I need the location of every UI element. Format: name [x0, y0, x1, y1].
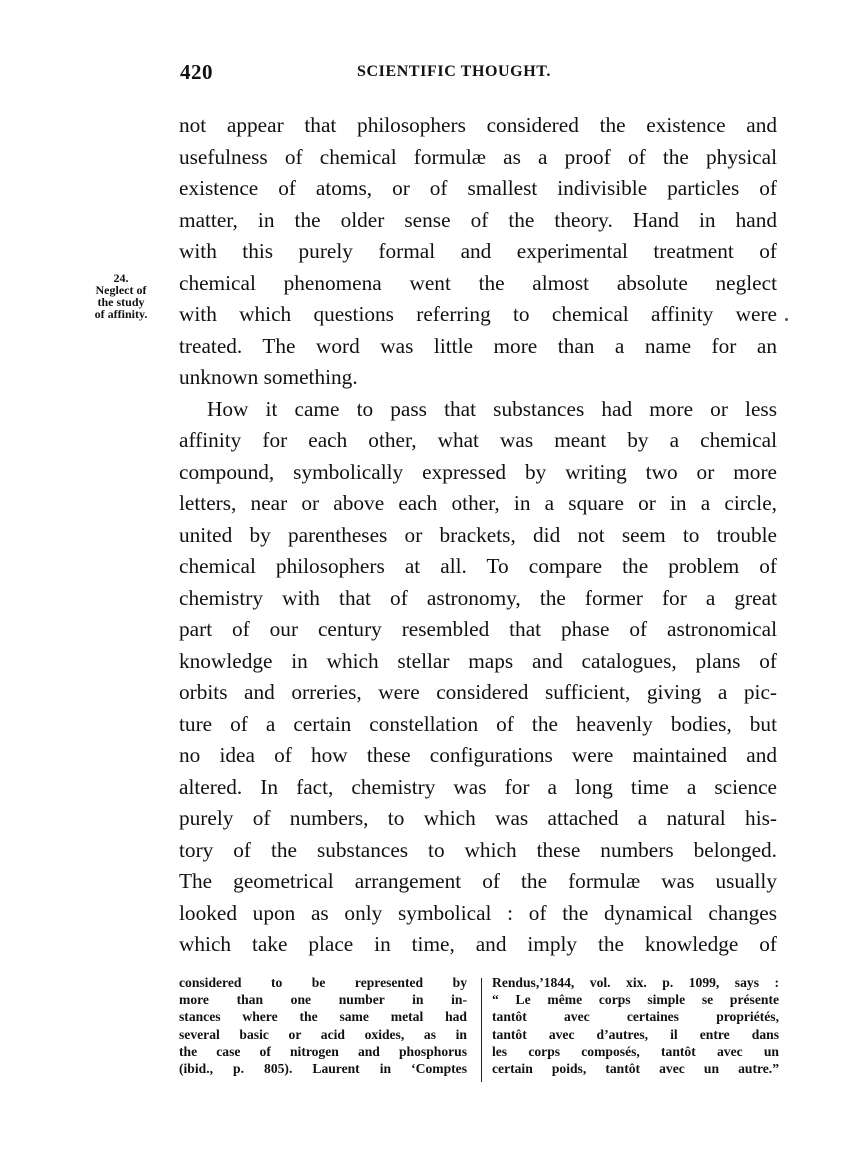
- running-title: SCIENTIFIC THOUGHT.: [357, 63, 551, 80]
- footnote-line: certain poids, tantôt avec un autre.”: [492, 1061, 779, 1077]
- text-line: united by parentheses or brackets, did not seem to trouble: [179, 522, 777, 547]
- text-line: letters, near or above each other, in a square or in a circle,: [179, 491, 777, 515]
- footnote-line: several basic or acid oxides, as in: [179, 1026, 467, 1042]
- text-line: usefulness of chemical formulæ as a proof of the physical: [179, 144, 777, 169]
- text-line: part of our century resembled that phase of astronomical: [179, 617, 777, 641]
- body-text: [179, 110, 777, 961]
- text-line: purely of numbers, to which was attached a natural his-: [179, 806, 777, 830]
- footnote-line: tantôt avec d’autres, il entre dans: [492, 1026, 779, 1042]
- footnote-line: les corps composés, tantôt avec un: [492, 1043, 779, 1059]
- page-number: 420: [180, 60, 213, 84]
- text-line: tory of the substances to which these numbers belonged.: [179, 837, 777, 862]
- margin-note: [82, 272, 160, 320]
- footnote-line: Rendus,’1844, vol. xix. p. 1099, says :: [492, 975, 779, 990]
- text-line: compound, symbolically expressed by writing two or more: [179, 459, 777, 484]
- text-line: with this purely formal and experimental treatment of: [179, 239, 777, 263]
- footnote-column-left: [179, 974, 467, 1077]
- text-line: unknown something.: [179, 365, 358, 389]
- footnote-column-right: [492, 974, 779, 1077]
- footnote-line: “ Le même corps simple se présente: [492, 992, 779, 1008]
- text-line: ture of a certain constellation of the heavenly bodies, but: [179, 711, 777, 736]
- text-line: which take place in time, and imply the knowledge of: [179, 932, 777, 956]
- footnote-line: (ibid., p. 805). Laurent in ‘Comptes: [179, 1061, 467, 1077]
- footnote-line: the case of nitrogen and phosphorus: [179, 1043, 467, 1059]
- text-line: chemical philosophers at all. To compare the problem of: [179, 554, 777, 578]
- text-line: not appear that philosophers considered the existence and: [179, 113, 777, 137]
- text-line: The geometrical arrangement of the formulæ was usually: [179, 869, 777, 893]
- text-line: matter, in the older sense of the theory. Hand in hand: [179, 207, 777, 232]
- print-speck: [785, 318, 788, 321]
- text-line: existence of atoms, or of smallest indivisible particles of: [179, 176, 777, 200]
- margin-note-line: 24.: [113, 271, 129, 285]
- text-line: knowledge in which stellar maps and catalogues, plans of: [179, 648, 777, 673]
- footnote-line: stances where the same metal had: [179, 1009, 467, 1025]
- text-line: no idea of how these configurations were maintained and: [179, 743, 777, 767]
- text-line: altered. In fact, chemistry was for a long time a science: [179, 774, 777, 799]
- text-line: chemistry with that of astronomy, the former for a great: [179, 585, 777, 610]
- margin-note-line: Neglect of: [95, 283, 147, 297]
- footnote-line: more than one number in in-: [179, 992, 467, 1008]
- text-line: treated. The word was little more than a name for an: [179, 333, 777, 358]
- text-line: looked upon as only symbolical : of the dynamical changes: [179, 900, 777, 925]
- margin-note-line: the study: [97, 295, 145, 309]
- footnote-divider: [481, 978, 482, 1082]
- text-line: orbits and orreries, were considered sufficient, giving a pic-: [179, 680, 777, 704]
- text-line: affinity for each other, what was meant by a chemical: [179, 428, 777, 452]
- text-line: with which questions referring to chemical affinity were: [179, 302, 777, 326]
- text-line: chemical phenomena went the almost absolute neglect: [179, 270, 777, 295]
- margin-note-line: of affinity.: [94, 307, 148, 321]
- text-line: How it came to pass that substances had more or less: [207, 396, 777, 421]
- footnote-line: tantôt avec certaines propriétés,: [492, 1009, 779, 1025]
- footnote-line: considered to be represented by: [179, 975, 467, 990]
